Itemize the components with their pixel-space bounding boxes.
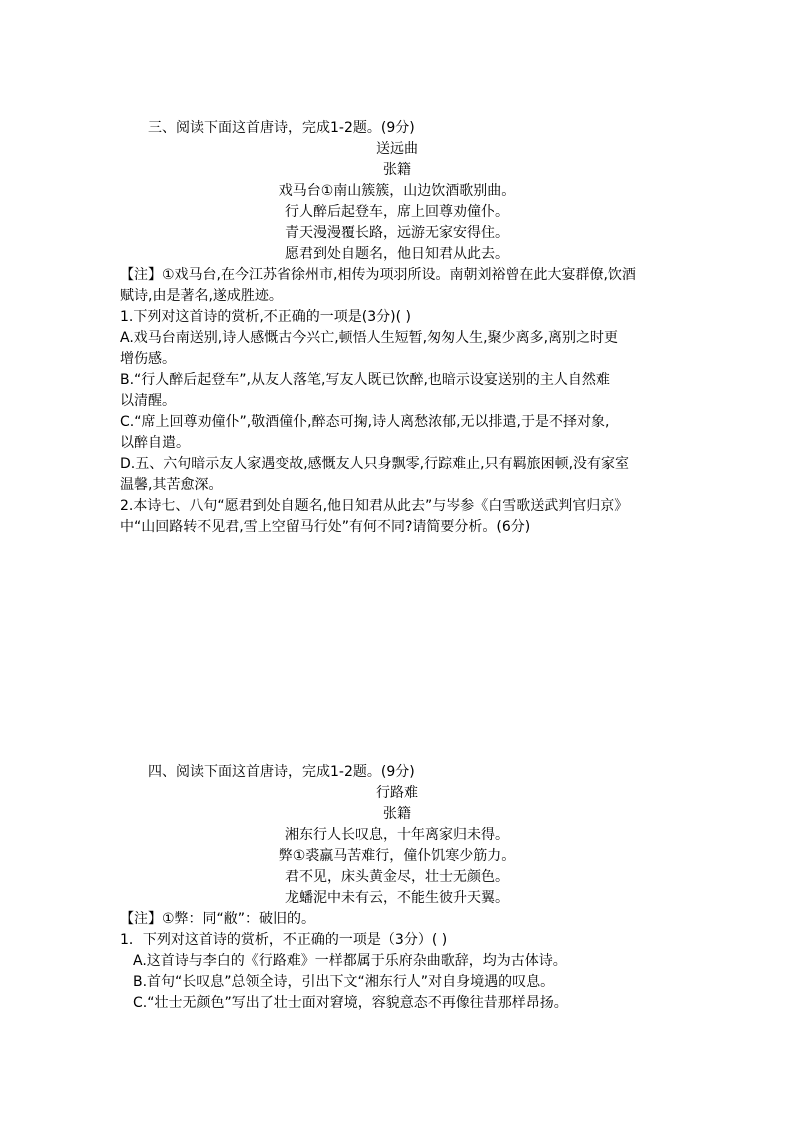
- section3-q1-option-b: B.“行人醉后起登车”,从友人落笔,写友人既已饮醉,也暗示设宴送别的主人自然难: [120, 372, 610, 388]
- section3-q1-option-a-cont: 增伤感。: [120, 351, 176, 367]
- section4-q1-option-b: B.首句“长叹息”总领全诗，引出下文“湘东行人”对自身境遇的叹息。: [133, 974, 555, 990]
- section3-q2-line: 2.本诗七、八句“愿君到处自题名,他日知君从此去”与岑参《白雪歌送武判官归京》: [120, 498, 629, 514]
- section3-note-line: 赋诗,由是著名,遂成胜迹。: [120, 288, 283, 304]
- section3-heading: 三、阅读下面这首唐诗，完成1-2题。(9分): [148, 120, 415, 136]
- section4-q1-option-a: A.这首诗与李白的《行路难》一样都属于乐府杂曲歌辞，均为古体诗。: [133, 953, 567, 969]
- section3-q1-option-d-cont: 温馨,其苦愈深。: [120, 477, 223, 493]
- section3-poem-line: 行人醉后起登车，席上回尊劝僮仆。: [285, 204, 509, 220]
- section4-q1-stem: 1．下列对这首诗的赏析，不正确的一项是（3分）( ): [120, 932, 448, 948]
- section3-poem-line: 愿君到处自题名，他日知君从此去。: [285, 246, 509, 262]
- section3-q1-option-d: D.五、六句暗示友人家遇变故,感慨友人只身飘零,行踪难止,只有羁旅困顿,没有家室: [120, 456, 630, 472]
- section3-poem-line: 青天漫漫覆长路，远游无家安得住。: [285, 225, 509, 241]
- section3-q1-stem: 1.下列对这首诗的赏析,不正确的一项是(3分)( ): [120, 309, 412, 325]
- section4-poem-title: 行路难: [376, 785, 418, 801]
- section3-q1-option-a: A.戏马台南送别,诗人感慨古今兴亡,顿悟人生短暂,匆匆人生,聚少离多,离别之时更: [120, 330, 619, 346]
- section3-q2-line: 中“山回路转不见君,雪上空留马行处”有何不同?请简要分析。(6分): [120, 519, 531, 535]
- section3-poem-title: 送远曲: [376, 141, 418, 157]
- section3-note-line: 【注】①戏马台,在今江苏省徐州市,相传为项羽所设。南朝刘裕曾在此大宴群僚,饮酒: [120, 267, 636, 283]
- section4-note: 【注】①弊：同“敝”：破旧的。: [120, 911, 316, 927]
- section3-poem-author: 张籍: [383, 162, 411, 178]
- section3-q1-option-c: C.“席上回尊劝僮仆”,敬酒僮仆,醉态可掬,诗人离愁浓郁,无以排遣,于是不择对象,: [120, 414, 610, 430]
- section4-q1-option-c: C.“壮士无颜色”写出了壮士面对窘境，容貌意态不再像往昔那样昂扬。: [133, 995, 568, 1011]
- section4-poem-line: 君不见，床头黄金尽，壮士无颜色。: [285, 869, 509, 885]
- section3-q1-option-c-cont: 以醉自遣。: [120, 435, 190, 451]
- section4-poem-line: 龙蟠泥中未有云，不能生彼升天翼。: [285, 890, 509, 906]
- section4-heading: 四、阅读下面这首唐诗，完成1-2题。(9分): [148, 764, 415, 780]
- section3-poem-line: 戏马台①南山簇簇，山边饮酒歌别曲。: [278, 183, 516, 199]
- section4-poem-line: 湘东行人长叹息，十年离家归未得。: [285, 827, 509, 843]
- section3-q1-option-b-cont: 以清醒。: [120, 393, 176, 409]
- section4-poem-author: 张籍: [383, 806, 411, 822]
- section4-poem-line: 弊①裘羸马苦难行，僮仆饥寒少筋力。: [278, 848, 516, 864]
